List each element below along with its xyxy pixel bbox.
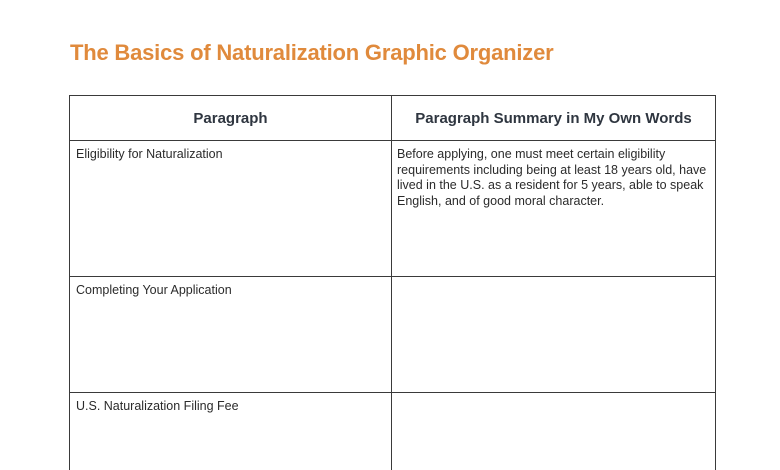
paragraph-cell: Eligibility for Naturalization	[70, 141, 392, 277]
summary-cell[interactable]	[392, 277, 716, 393]
table-header-row	[70, 96, 716, 141]
graphic-organizer-table	[69, 95, 716, 470]
summary-cell[interactable]: Before applying, one must meet certain eligibility requirements including being at least 18 years old, have lived in the U.S. as a resident for 5 years, able to speak English, and of good moral character.	[392, 141, 716, 277]
column-header-summary: Paragraph Summary in My Own Words	[392, 96, 716, 141]
table-row	[70, 393, 716, 470]
table-row	[70, 141, 716, 277]
page-title: The Basics of Naturalization Graphic Organizer	[70, 40, 554, 65]
paragraph-cell: U.S. Naturalization Filing Fee	[70, 393, 392, 470]
paragraph-cell: Completing Your Application	[70, 277, 392, 393]
table-row	[70, 277, 716, 393]
summary-cell[interactable]	[392, 393, 716, 470]
column-header-paragraph: Paragraph	[70, 96, 392, 141]
